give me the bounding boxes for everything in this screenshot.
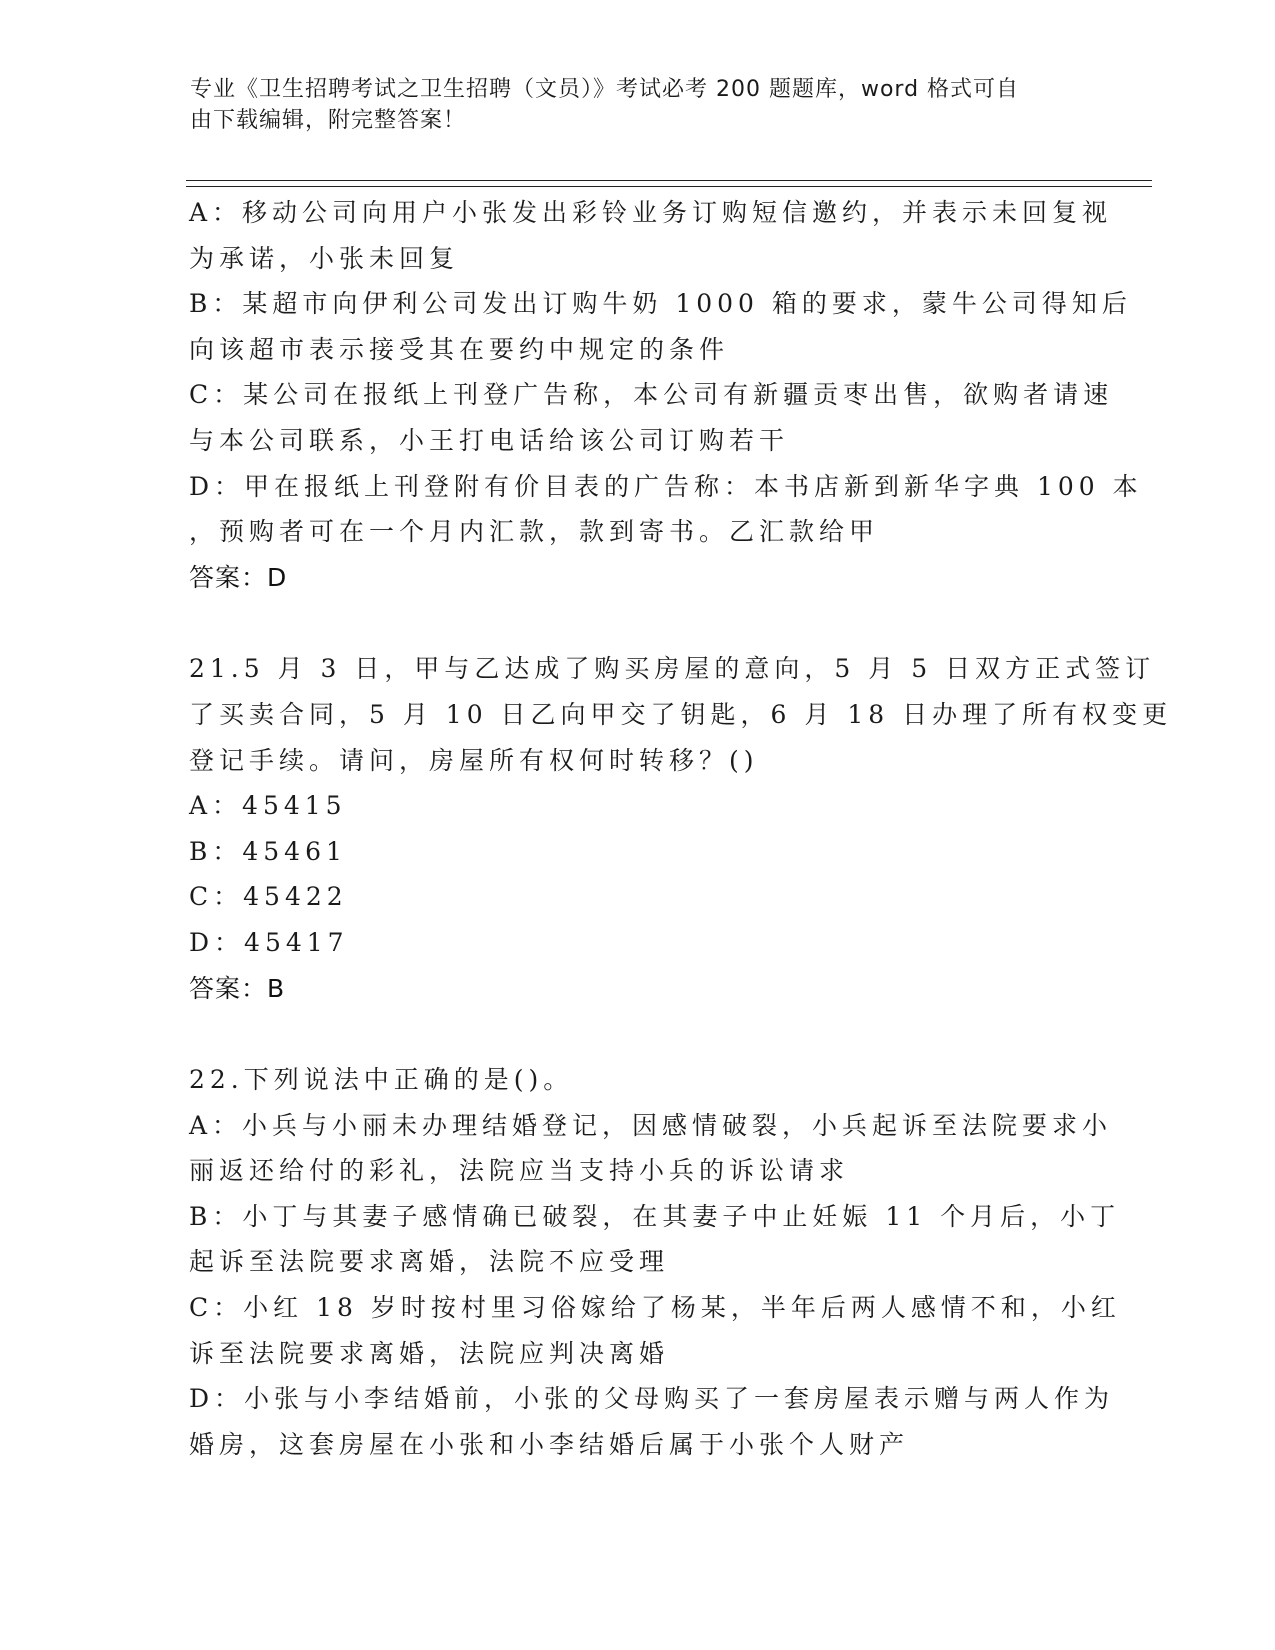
option-a: A：45415 (189, 791, 347, 821)
question-block-prev (189, 190, 1143, 600)
option-d-cont: 婚房，这套房屋在小张和小李结婚后属于小张个人财产 (189, 1429, 910, 1459)
header-divider (186, 186, 1152, 187)
option-b: B：45461 (189, 836, 347, 866)
question-stem-line: 21.5 月 3 日，甲与乙达成了购买房屋的意向，5 月 5 日双方正式签订 (189, 654, 1156, 684)
question-21 (189, 646, 1173, 1011)
option-a: A：小兵与小丽未办理结婚登记，因感情破裂，小兵起诉至法院要求小 (189, 1110, 1113, 1140)
option-a-cont: 丽返还给付的彩礼，法院应当支持小兵的诉讼请求 (189, 1156, 850, 1186)
question-stem-line: 登记手续。请问，房屋所有权何时转移？() (189, 745, 759, 775)
text-line: 向该超市表示接受其在要约中规定的条件 (189, 334, 730, 364)
text-line: ，预购者可在一个月内汇款，款到寄书。乙汇款给甲 (189, 517, 880, 547)
text-line: C：某公司在报纸上刊登广告称，本公司有新疆贡枣出售，欲购者请速 (189, 380, 1114, 410)
option-c-cont: 诉至法院要求离婚，法院应判决离婚 (189, 1338, 670, 1368)
header-line-1: 专业《卫生招聘考试之卫生招聘（文员）》考试必考 200 题题库，word 格式可自 (190, 77, 1020, 102)
spacer (189, 1011, 1089, 1057)
option-b: B：小丁与其妻子感情确已破裂，在其妻子中止妊娠 11 个月后，小丁 (189, 1201, 1121, 1231)
header-divider (186, 180, 1152, 181)
option-c: C：小红 18 岁时按村里习俗嫁给了杨某，半年后两人感情不和，小红 (189, 1293, 1121, 1323)
document-header (190, 74, 1090, 136)
option-d: D：小张与小李结婚前，小张的父母购买了一套房屋表示赠与两人作为 (189, 1384, 1115, 1414)
spacer (189, 600, 1089, 646)
text-line: A：移动公司向用户小张发出彩铃业务订购短信邀约，并表示未回复视 (189, 198, 1113, 227)
text-line: B：某超市向伊利公司发出订购牛奶 1000 箱的要求，蒙牛公司得知后 (189, 289, 1132, 319)
text-line: D：甲在报纸上刊登附有价目表的广告称：本书店新到新华字典 100 本 (189, 471, 1143, 501)
question-22 (189, 1057, 1121, 1467)
option-c: C：45422 (189, 882, 348, 912)
answer-label: 答案：B (189, 973, 286, 1003)
question-stem-line: 22.下列说法中正确的是()。 (189, 1065, 574, 1095)
header-line-2: 由下载编辑，附完整答案！ (190, 108, 467, 133)
answer-label: 答案：D (189, 562, 288, 592)
option-b-cont: 起诉至法院要求离婚，法院不应受理 (189, 1247, 670, 1277)
text-line: 与本公司联系，小王打电话给该公司订购若干 (189, 425, 790, 455)
option-d: D：45417 (189, 927, 349, 957)
document-body (189, 190, 1173, 1467)
question-stem-line: 了买卖合同，5 月 10 日乙向甲交了钥匙，6 月 18 日办理了所有权变更 (189, 699, 1173, 729)
text-line: 为承诺，小张未回复 (189, 243, 460, 273)
